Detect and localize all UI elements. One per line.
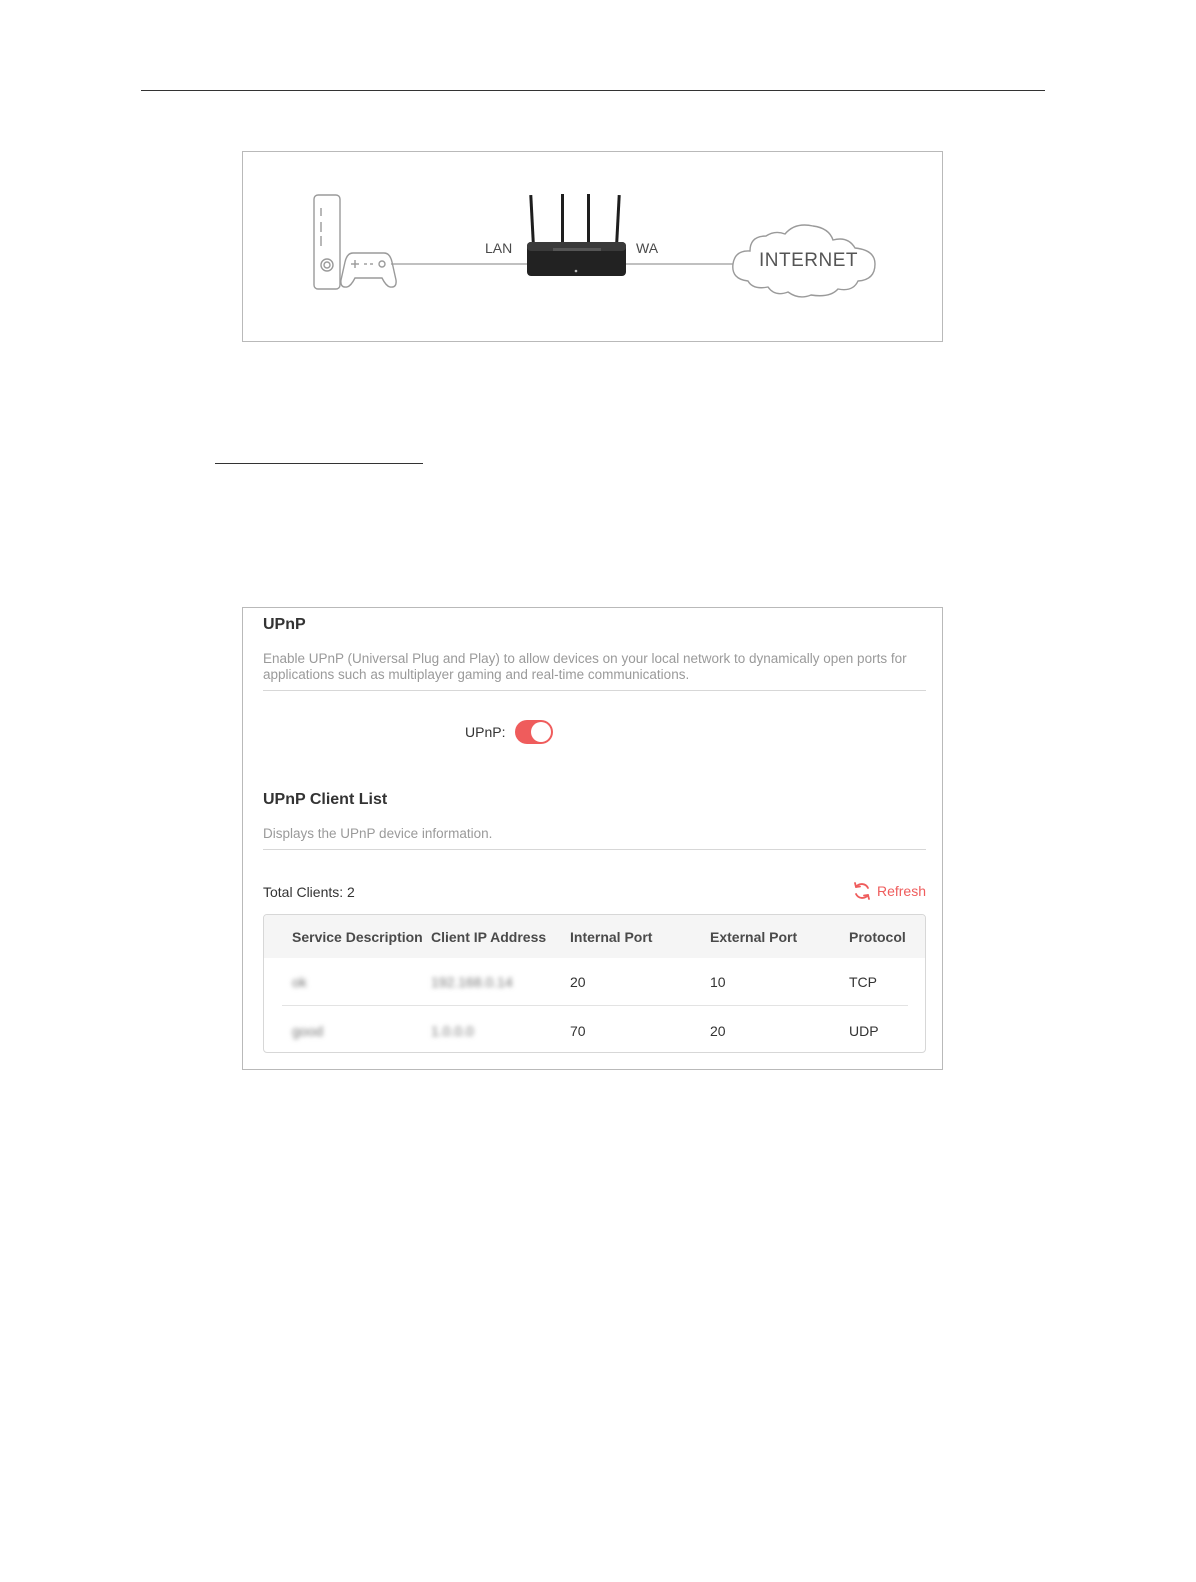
cell-protocol: TCP <box>849 974 877 990</box>
client-list-title: UPnP Client List <box>263 791 388 808</box>
client-list-divider <box>263 849 926 850</box>
upnp-settings-panel <box>242 607 943 1070</box>
cell-client-ip: 192.168.0.14 <box>431 974 513 990</box>
row-divider <box>282 1005 908 1006</box>
toggle-knob <box>531 722 551 742</box>
column-header-protocol: Protocol <box>849 929 906 945</box>
upnp-toggle[interactable] <box>515 720 553 744</box>
upnp-section-title: UPnP <box>263 616 306 633</box>
refresh-label: Refresh <box>876 883 926 899</box>
section-divider <box>215 463 423 464</box>
table-header <box>264 915 925 958</box>
cell-internal-port: 70 <box>570 1023 586 1039</box>
wan-label: WA <box>636 240 659 256</box>
game-controller-icon <box>341 253 396 287</box>
network-diagram <box>242 151 943 342</box>
internet-label: INTERNET <box>759 250 858 271</box>
column-header-client-ip: Client IP Address <box>431 929 547 945</box>
network-diagram-graphic <box>243 152 944 343</box>
total-clients-count: Total Clients: 2 <box>263 884 355 900</box>
cell-external-port: 10 <box>710 974 726 990</box>
cell-external-port: 20 <box>710 1023 726 1039</box>
refresh-icon <box>852 881 872 901</box>
upnp-section-description: Enable UPnP (Universal Plug and Play) to allow devices on your local network to dynamically open ports for applications such as multiplayer gaming and real-time communications. <box>263 651 907 682</box>
upnp-section-divider <box>263 690 926 691</box>
page-header-rule <box>141 90 1045 91</box>
upnp-client-table <box>263 914 926 1053</box>
cell-internal-port: 20 <box>570 974 586 990</box>
refresh-button[interactable] <box>852 881 926 901</box>
client-list-description: Displays the UPnP device information. <box>263 826 493 841</box>
game-console-icon <box>314 195 340 289</box>
cell-client-ip: 1.0.0.0 <box>431 1023 474 1039</box>
column-header-external-port: External Port <box>710 929 798 945</box>
lan-label: LAN <box>485 240 513 256</box>
cell-service-description: ok <box>292 974 307 990</box>
column-header-internal-port: Internal Port <box>570 929 653 945</box>
router-icon <box>527 194 626 276</box>
cell-protocol: UDP <box>849 1023 879 1039</box>
upnp-toggle-label: UPnP: <box>465 724 506 740</box>
column-header-service-description: Service Description <box>292 929 423 945</box>
cell-service-description: good <box>292 1023 324 1039</box>
